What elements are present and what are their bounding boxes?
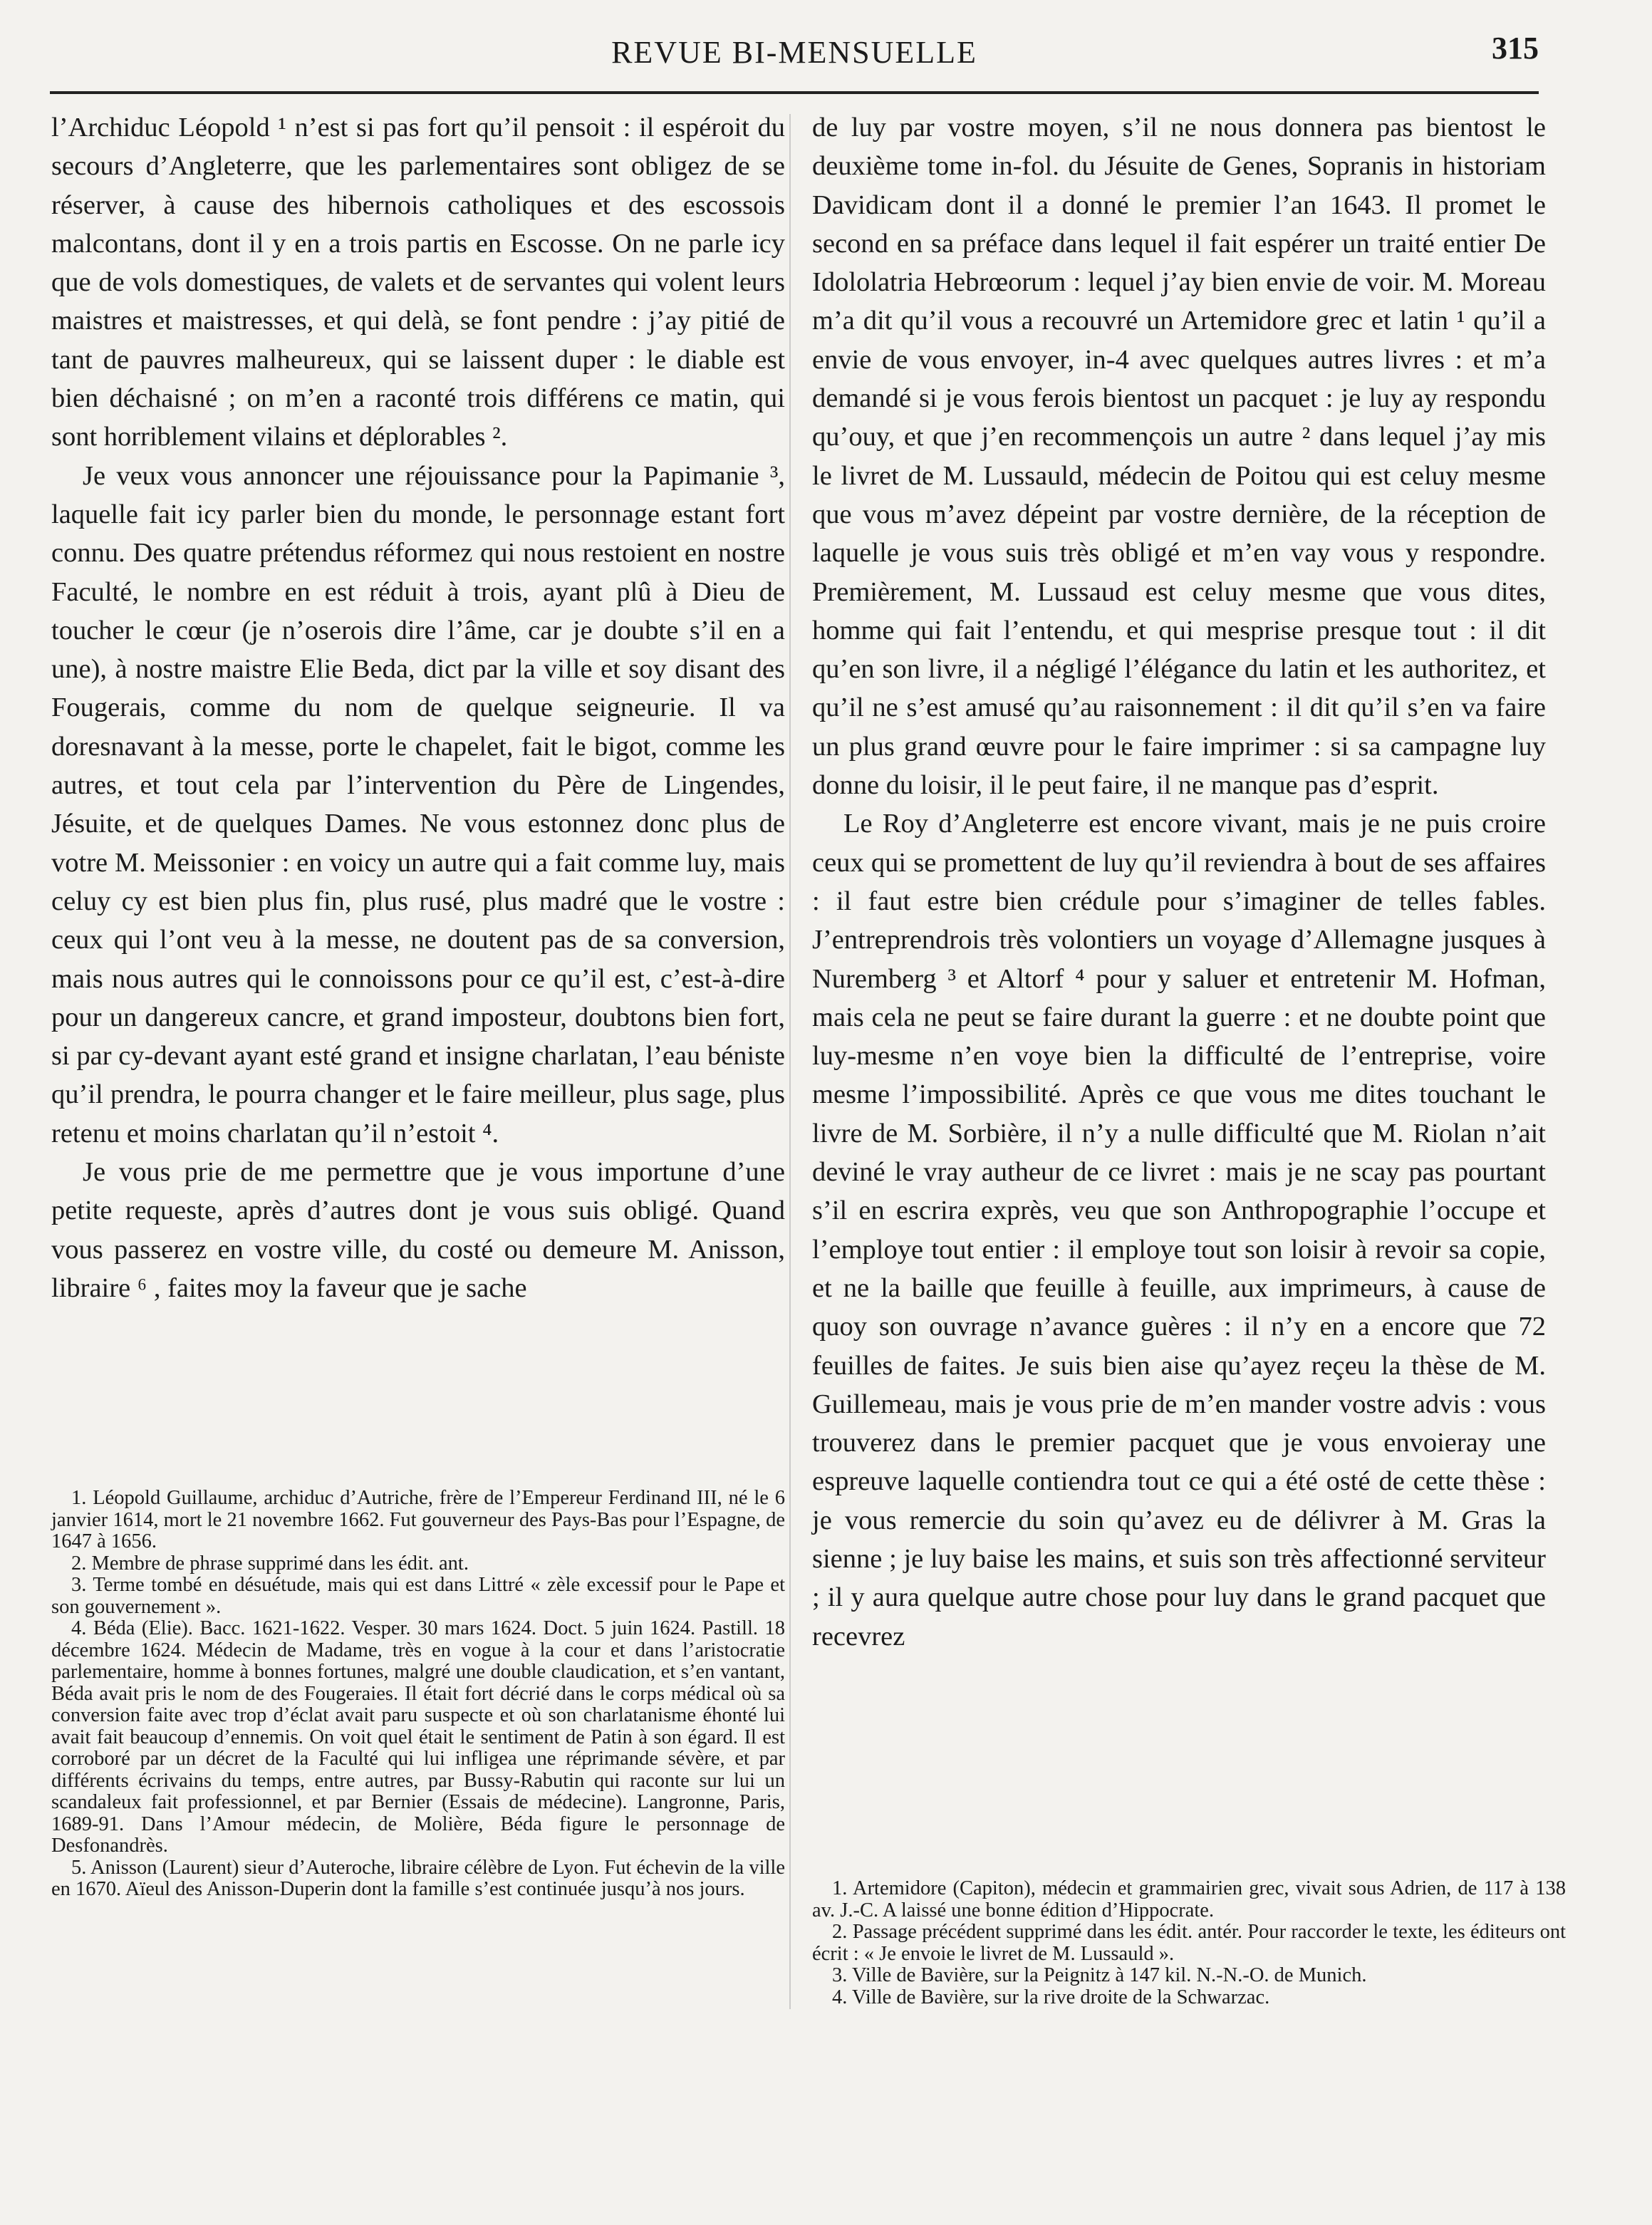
left-paragraph-2: Je veux vous annoncer une réjouissance pour la Papimanie ³, laquelle fait icy parler bien du monde, le personnage estant fort connu. Des quatre prétendus réformez qui nous restoient en nostre Faculté, le nombre en est réduit à trois, ayant plû à Dieu de toucher le cœur (je n’oserois dire l’âme, car je doubte s’il en a une), à nostre maistre Elie Beda, dict par la ville et soy disant des Fougerais, comme du nom de quelque seigneurie. Il va doresnavant à la messe, porte le chapelet, fait le bigot, comme les autres, et tout cela par l’intervention du Père de Lingendes, Jésuite, et de quelques Dames. Ne vous estonnez donc plus de votre M. Meissonier : en voicy un autre qui a fait comme luy, mais celuy cy est bien plus fin, plus rusé, plus madré que le vostre : ceux qui l’ont veu à la messe, ne doutent pas de sa conversion, mais nous autres qui le connoissons pour ce qu’il est, c’est-à-dire pour un dangereux cancre, et grand imposteur, doubtons bien fort, si par cy-devant ayant esté grand et insigne charlatan, l’eau béniste qu’il prendra, le pourra changer et le faire meilleur, plus sage, plus retenu et moins charlatan qu’il n’estoit ⁴.	[51, 460, 785, 1148]
left-column	[51, 108, 785, 1307]
footnote-left-2: 2. Membre de phrase supprimé dans les édit. ant.	[71, 1552, 469, 1575]
left-paragraph-1: l’Archiduc Léopold ¹ n’est si pas fort qu’il pensoit : il espéroit du secours d’Angleterre, que les parlementaires sont obligez de se réserver, à cause des hibernois catholiques et des escossois malcontans, dont il y en a trois partis en Escosse. On ne parle icy que de vols domestiques, de valets et de servantes qui volent leurs maistres et maistresses, et qui delà, se font pendre : j’ay pitié de tant de pauvres malheureux, qui se laissent duper : le diable est bien déchaisné ; on m’en a raconté trois différens ce matin, qui sont horriblement vilains et déplorables ².	[51, 113, 785, 452]
page-number: 315	[1492, 31, 1539, 66]
footnote-left-3: 3. Terme tombé en désuétude, mais qui est dans Littré « zèle excessif pour le Pape et son gouvernement ».	[51, 1574, 785, 1618]
right-column	[812, 108, 1546, 1656]
running-header	[50, 28, 1539, 78]
column-divider	[789, 114, 791, 2009]
left-footnotes	[51, 1488, 785, 1901]
footnote-right-4: 4. Ville de Bavière, sur la rive droite de la Schwarzac.	[832, 1986, 1270, 2008]
header-rule	[50, 91, 1539, 94]
footnote-left-5: 5. Anisson (Laurent) sieur d’Auteroche, libraire célèbre de Lyon. Fut échevin de la ville en 1670. Aïeul des Anisson-Duperin dont la famille s’est continuée jusqu’à nos jours.	[51, 1856, 785, 1900]
footnote-left-1: 1. Léopold Guillaume, archiduc d’Autriche, frère de l’Empereur Ferdinand III, né le 6 janvier 1614, mort le 21 novembre 1662. Fut gouverneur des Pays-Bas pour l’Espagne, de 1647 à 1656.	[51, 1487, 785, 1552]
left-paragraph-3: Je vous prie de me permettre que je vous importune d’une petite requeste, après d’autres dont je vous suis obligé. Quand vous passerez en vostre ville, du costé ou demeure M. Anisson, libraire ⁶ , faites moy la faveur que je sache	[51, 1157, 785, 1303]
right-paragraph-2: Le Roy d’Angleterre est encore vivant, mais je ne puis croire ceux qui se promettent de luy qu’il reviendra à bout de ses affaires : il faut estre bien crédule pour s’imaginer de telles fables. J’entreprendrois très volontiers un voyage d’Allemagne jusques à Nuremberg ³ et Altorf ⁴ pour y saluer et entretenir M. Hofman, mais cela ne peut se faire durant la guerre : et ne doubte point que luy-mesme n’en voye bien la difficulté de l’entreprise, voire mesme l’impossibilité. Après ce que vous me dites touchant le livre de M. Sorbière, il n’y a nulle difficulté que M. Riolan n’ait deviné le vray autheur de ce livret : mais je ne scay pas pourtant s’il en escrira exprès, veu que son Anthropographie l’occupe et l’employe tout entier : il employe tout son loisir à revoir sa copie, et ne la baille que feuille à feuille, aux imprimeurs, à cause de quoy son ouvrage n’avance guères : il n’y en a encore que 72 feuilles de faites. Je suis bien aise qu’ayez reçeu la thèse de M. Guillemeau, mais je vous prie de m’en mander vostre advis : vous trouverez dans le premier pacquet que je vous envoieray une espreuve laquelle contiendra tout ce qui a été osté de cette thèse : je vous remercie du soin qu’avez eu de délivrer à M. Gras la sienne ; je luy baise les mains, et suis son très affectionné serviteur ; il y aura quelque autre chose pour luy dans le grand pacquet que recevrez	[812, 809, 1546, 1651]
right-paragraph-1: de luy par vostre moyen, s’il ne nous donnera pas bientost le deuxième tome in-fol. du Jésuite de Genes, Sopranis in historiam Davidicam dont il a donné le premier l’an 1643. Il promet le second en sa préface dans lequel il fait espérer un traité entier De Idololatria Hebrœorum : lequel j’ay bien envie de voir. M. Moreau m’a dit qu’il vous a recouvré un Artemidore grec et latin ¹ qu’il a envie de vous envoyer, in-4 avec quelques autres livres : et m’a demandé si je vous ferois bientost un pacquet : je luy ay respondu qu’ouy, et que j’en recommençois un autre ² dans lequel j’ay mis le livret de M. Lussauld, médecin de Poitou qui est celuy mesme que vous m’avez dépeint par vostre dernière, de la réception de laquelle je vous suis très obligé et m’en vay vous y respondre. Premièrement, M. Lussaud est celuy mesme que vous dites, homme qui fait l’entendu, et qui mesprise presque tout : il dit qu’en son livre, il a négligé l’élégance du latin et les authoritez, et qu’il ne s’est amusé qu’au raisonnement : il dit qu’il s’en va faire un plus grand œuvre pour le faire imprimer : si sa campagne luy donne du loisir, il le peut faire, il ne manque pas d’esprit.	[812, 113, 1546, 801]
right-footnotes	[812, 1878, 1566, 2008]
footnote-left-4: 4. Béda (Elie). Bacc. 1621-1622. Vesper. 30 mars 1624. Doct. 5 juin 1624. Pastill. 18 décembre 1624. Médecin de Madame, très en vogue à la cour et dans l’aristocratie parlementaire, homme à bonnes fortunes, malgré une double claudication, et s’en vantant, Béda avait pris le nom de des Fougeraies. Il était fort décrié dans le corps médical où sa conversion faite avec trop d’éclat avait paru suspecte et où son charlatanisme éhonté lui avait fait beaucoup d’ennemis. On voit quel était le sentiment de Patin à son égard. Il est corroboré par un décret de la Faculté qui lui infligea une réprimande sévère, et par différents écrivains du temps, entre autres, par Bussy-Rabutin qui raconte sur lui un scandaleux fait professionnel, et par Bernier (Essais de médecine). Langronne, Paris, 1689-91. Dans l’Amour médecin, de Molière, Béda figure le personnage de Desfonandrès.	[51, 1617, 785, 1857]
journal-title: REVUE BI-MENSUELLE	[611, 35, 977, 70]
footnote-right-3: 3. Ville de Bavière, sur la Peignitz à 147 kil. N.-N.-O. de Munich.	[832, 1964, 1367, 1986]
footnote-right-2: 2. Passage précédent supprimé dans les édit. antér. Pour raccorder le texte, les éditeurs ont écrit : « Je envoie le livret de M. Lussauld ».	[812, 1921, 1566, 1965]
footnote-right-1: 1. Artemidore (Capiton), médecin et grammairien grec, vivait sous Adrien, de 117 à 138 av. J.-C. A laissé une bonne édition d’Hippocrate.	[812, 1877, 1566, 1921]
